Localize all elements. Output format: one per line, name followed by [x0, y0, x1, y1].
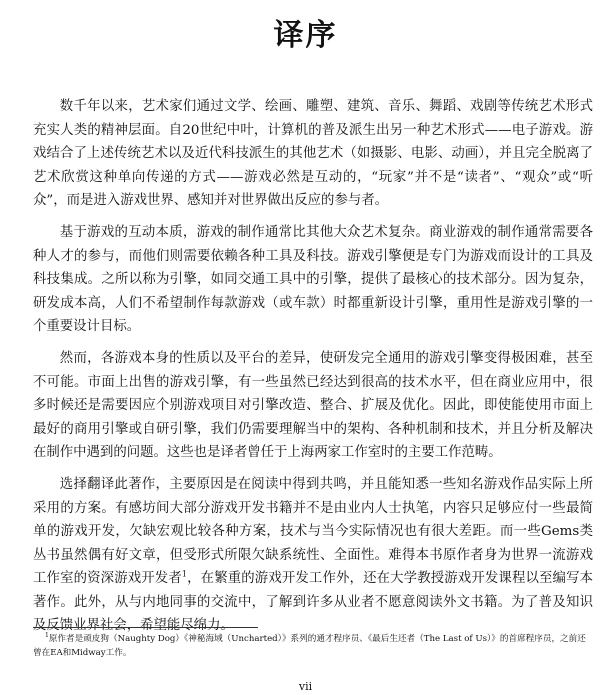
preface-body [33, 95, 593, 638]
page-number: vii [298, 680, 313, 693]
paragraph-2: 基于游戏的互动本质，游戏的制作通常比其他大众艺术复杂。商业游戏的制作通常需要各种人才的参与，而他们则需要依赖各种工具及科技。游戏引擎便是专门为游戏而设计的工具及科技集成。之所以称为引擎，如同交通工具中的引擎，提供了最核心的技术部分。因为复杂，研发成本高，人们不希望制作每款游戏（或车款）时都重新设计引擎，重用性是游戏引擎的一个重要设计目标。 [33, 224, 593, 335]
page-title: 译序 [273, 18, 338, 53]
paragraph-4-part-1: 选择翻译此著作，主要原因是在阅读中得到共鸣，并且能知悉一些知名游戏作品实际上所采用的方案。有感坊间大部分游戏开发书籍并不是由业内人士执笔，内容只足够应付一些最简单的游戏开发，欠缺宏观比较各种方案，技术与当今实际情况也有很大差距。而一些Gems类丛书虽然偶有好文章，但受形式所限欠缺系统性、全面性。难得本书原作者身为世界一流游戏工作室的资深游戏开发者 [33, 476, 593, 587]
paragraph-4-part-2: ，在繁重的游戏开发工作外，还在大学教授游戏开发课程以至编写本著作。此外，从与内地同事的交流中，了解到许多从业者不愿意阅读外文书籍。为了普及知识及反馈业界社会，希望能尽绵力。 [33, 571, 594, 634]
paragraph-1: 数千年以来，艺术家们通过文学、绘画、雕塑、建筑、音乐、舞蹈、戏剧等传统艺术形式充实人类的精神层面。自20世纪中叶，计算机的普及派生出另一种艺术形式——电子游戏。游戏结合了上述传统艺术以及近代科技派生的其他艺术（如摄影、电影、动画），并且完全脱离了艺术欣赏这种单向传递的方式——游戏必然是互动的，“玩家”并不是“读者”、“观众”或“听众”，而是进入游戏世界、感知并对世界做出反应的参与者。 [33, 99, 593, 209]
paragraph-3: 然而，各游戏本身的性质以及平台的差异，使研发完全通用的游戏引擎变得极困难，甚至不可能。市面上出售的游戏引擎，有一些虽然已经达到很高的技术水平，但在商业应用中，很多时候还是需要因应个别游戏项目对引擎改造、整合、扩展及优化。因此，即使能使用市面上最好的商用引擎或自研引擎，我们仍需要理解当中的架构、各种机制和技术，并且分析及解决在制作中遇到的问题。这些也是译者曾任于上海两家工作室时的主要工作范畴。 [33, 350, 593, 461]
footnote-mark: 1 [45, 632, 49, 640]
footnote-reference[interactable]: 1 [181, 569, 187, 579]
footnote [33, 632, 593, 660]
footnote-text: 原作者是顽皮狗（Naughty Dog）《神秘海域（Uncharted）》系列的通才程序员、《最后生还者（The Last of Us）》的首席程序员，之前还曾在EA和Midway工作。 [33, 634, 586, 658]
paragraph-4 [33, 473, 593, 638]
footnote-divider [33, 627, 258, 628]
